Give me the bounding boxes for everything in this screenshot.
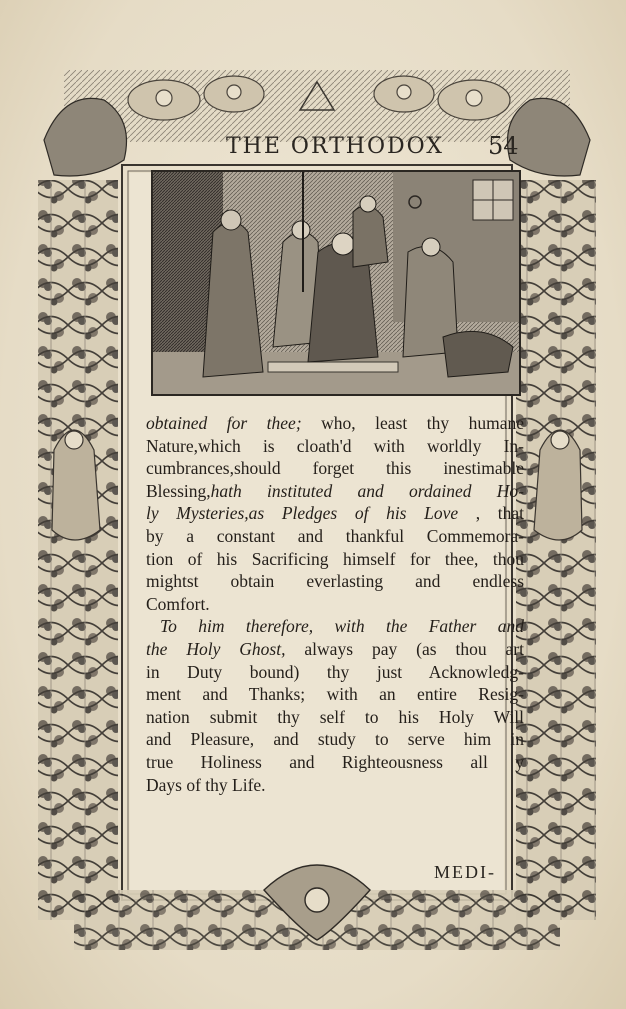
text-line — [146, 548, 524, 571]
text-line — [146, 412, 524, 435]
text-run: tion of his Sacrificing himself for thee, thou — [146, 548, 524, 569]
italic-text-run: the Holy Ghost, — [146, 638, 286, 659]
engraving-scene-icon — [153, 172, 519, 394]
text-line — [146, 525, 524, 548]
italic-text-run: ly Mysteries,as Pledges of his Love — [146, 503, 459, 524]
text-run: by a constant and thankful Commemora- — [146, 525, 524, 546]
text-run: nation submit thy self to his Holy Will — [146, 706, 524, 727]
text-line — [146, 457, 524, 480]
text-line — [146, 706, 524, 729]
text-run: in Duty bound) thy just Acknowledg- — [146, 661, 524, 682]
text-run: Comfort. — [146, 593, 210, 614]
text-run: and Pleasure, and study to serve him in — [146, 729, 524, 750]
italic-text-run: obtained for thee; — [146, 413, 302, 433]
text-run: Nature,which is cloath'd with worldly In- — [146, 435, 524, 456]
text-line — [146, 570, 524, 593]
text-line — [146, 593, 524, 616]
text-run: mightst obtain everlasting and endless — [146, 571, 524, 592]
text-line — [146, 502, 524, 525]
engraving-illustration — [151, 170, 521, 396]
text-line — [146, 751, 524, 774]
text-run: Blessing, — [146, 480, 211, 501]
text-run: who, least thy humane — [301, 413, 525, 433]
catchword: MEDI- — [434, 862, 496, 882]
body-text — [146, 412, 524, 796]
text-run: Days of thy Life. — [146, 774, 266, 795]
text-run: true Holiness and Righteousness all y — [146, 751, 524, 772]
italic-text-run: To him therefore, with the Father and — [160, 616, 524, 637]
text-run: always pay (as thou art — [285, 638, 524, 659]
text-line — [146, 774, 524, 797]
text-line — [146, 435, 524, 458]
text-run: ment and Thanks; with an entire Resig- — [146, 684, 524, 705]
text-run: cumbrances,should forget this inestimable — [146, 458, 524, 479]
text-line — [146, 728, 524, 751]
text-line — [146, 615, 524, 638]
running-title: THE ORTHODOX — [226, 134, 444, 159]
text-run: , that — [458, 503, 524, 524]
text-line — [146, 683, 524, 706]
italic-text-run: hath instituted and ordained Ho- — [210, 480, 524, 501]
text-line — [146, 661, 524, 684]
text-line — [146, 480, 524, 503]
page-number: 54 — [488, 132, 519, 160]
text-line — [146, 638, 524, 661]
